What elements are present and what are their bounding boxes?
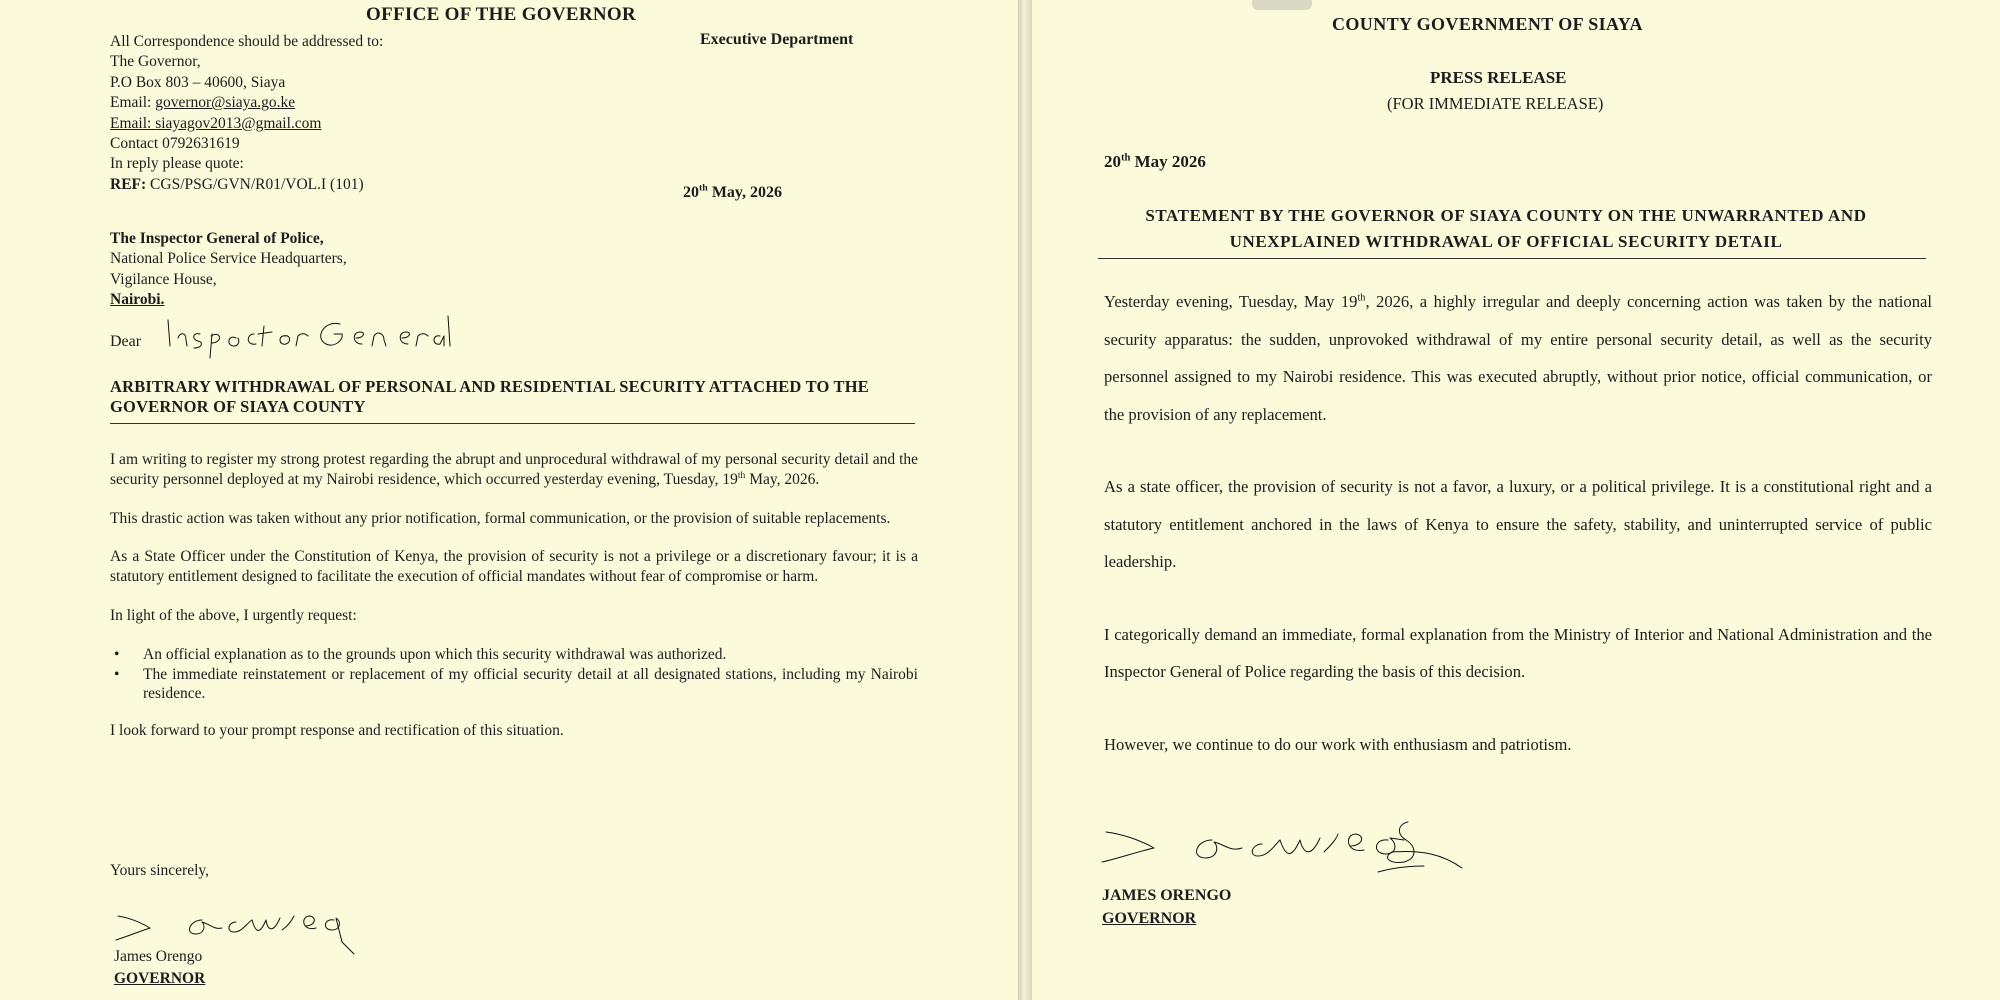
email-link-governor[interactable]: governor@siaya.go.ke — [155, 94, 296, 112]
letter-subject: ARBITRARY WITHDRAWAL OF PERSONAL AND RESIDENTIAL SECURITY ATTACHED TO THE GOVERNOR OF SIAYA COUNTY — [110, 377, 869, 416]
date-day: 20 — [1104, 152, 1121, 171]
press-release-date — [1104, 152, 1206, 172]
email-line-2 — [110, 114, 383, 134]
recipient-block — [110, 229, 347, 311]
letter-closing: Yours sincerely, — [110, 862, 210, 879]
statement-paragraph-4: However, we continue to do our work with enthusiasm and patriotism. — [1104, 734, 1572, 754]
letter-body — [110, 450, 918, 760]
county-crest — [1252, 0, 1312, 10]
address-line: The Governor, — [110, 53, 201, 71]
address-line: P.O Box 803 – 40600, Siaya — [110, 73, 286, 91]
letter-paragraph-1: I am writing to register my strong protest regarding the abrupt and unprocedural withdrawal of my personal security detail and the security personnel deployed at my Nairobi residence, which occurred yesterday evening, Tuesday, 19th May, 2026. — [110, 451, 918, 488]
date-rest: May 2026 — [1130, 152, 1206, 171]
date-suffix: th — [1121, 152, 1131, 164]
signatory-title: GOVERNOR — [1102, 910, 1197, 927]
title-divider — [1098, 258, 1926, 259]
date-suffix: th — [699, 182, 708, 194]
statement-paragraph-2: As a state officer, the provision of security is not a favor, a luxury, or a political privilege. It is a constitutional right and a statutory entitlement anchored in the laws of Kenya to ensure the safety, stability, and uninterrupted service of public leadership. — [1104, 477, 1932, 571]
address-line: All Correspondence should be addressed to: — [110, 33, 384, 50]
letter-paragraph-3: As a State Officer under the Constitution of Kenya, the provision of security is not a privilege or a discretionary favour; it is a statutory entitlement designed to facilitate the execution of official mandates without fear of compromise or harm. — [110, 548, 918, 586]
date-rest: May, 2026 — [707, 184, 783, 201]
signatory-name: James Orengo — [114, 948, 203, 965]
signatory-name: JAMES ORENGO — [1102, 887, 1232, 904]
subject-divider — [110, 423, 915, 424]
statement-body — [1104, 283, 1932, 798]
page-gutter — [1018, 0, 1032, 1000]
immediate-release-label: (FOR IMMEDIATE RELEASE) — [1387, 94, 1604, 113]
statement-paragraph-3: I categorically demand an immediate, formal explanation from the Ministry of Interior and National Administration and the Inspector General of Police regarding the basis of this decision. — [1104, 624, 1932, 681]
recipient-title: The Inspector General of Police, — [110, 230, 324, 247]
address-line: Contact 0792631619 — [110, 135, 240, 153]
signatory-title: GOVERNOR — [114, 970, 206, 987]
address-line: In reply please quote: — [110, 155, 244, 173]
reference-line — [110, 175, 383, 195]
press-release-heading: PRESS RELEASE — [1430, 68, 1567, 87]
date-day: 20 — [683, 184, 699, 201]
email-line-1 — [110, 93, 383, 113]
statement-title: STATEMENT BY THE GOVERNOR OF SIAYA COUNTY ON THE UNWARRANTED AND UNEXPLAINED WITHDRAWAL OF OFFICIAL SECURITY DETAIL — [1145, 206, 1867, 251]
request-item: • The immediate reinstatement or replacement of my official security detail at all designated stations, including my Nairobi residence. — [110, 665, 918, 705]
letter-paragraph-2: This drastic action was taken without any prior notification, formal communication, or the provision of suitable replacements. — [110, 509, 891, 527]
ref-label: REF: — [110, 175, 147, 193]
statement-signature-image — [1092, 810, 1482, 890]
office-heading: OFFICE OF THE GOVERNOR — [366, 4, 636, 25]
letter-paragraph-4: In light of the above, I urgently request: — [110, 606, 357, 624]
letter-date — [683, 184, 782, 202]
ref-value: CGS/PSG/GVN/R01/VOL.I (101) — [146, 175, 364, 193]
email-label: Email: — [110, 114, 156, 132]
recipient-city: Nairobi. — [110, 291, 165, 309]
county-heading: COUNTY GOVERNMENT OF SIAYA — [1332, 14, 1643, 34]
recipient-line: National Police Service Headquarters, — [110, 250, 347, 268]
letter-paragraph-5: I look forward to your prompt response and rectification of this situation. — [110, 722, 564, 740]
handwritten-salutation — [164, 312, 454, 360]
request-item: • An official explanation as to the grounds upon which this security withdrawal was authorized. — [110, 645, 918, 665]
statement-paragraph-1: Yesterday evening, Tuesday, May 19th, 2026, a highly irregular and deeply concerning action was taken by the national security apparatus: the sudden, unprovoked withdrawal of my entire personal security detail, as well as the security personnel assigned to my Nairobi residence. This was executed abruptly, without prior notice, official communication, or the provision of any replacement. — [1104, 292, 1932, 424]
request-list — [110, 645, 918, 704]
salutation: Dear — [110, 333, 142, 350]
press-release-page — [1032, 0, 2000, 1000]
correspondence-address — [110, 32, 383, 195]
recipient-line: Vigilance House, — [110, 270, 217, 288]
department-label: Executive Department — [700, 31, 854, 48]
email-label: Email: — [110, 94, 156, 112]
email-link-siayagov[interactable]: siayagov2013@gmail.com — [155, 114, 322, 132]
